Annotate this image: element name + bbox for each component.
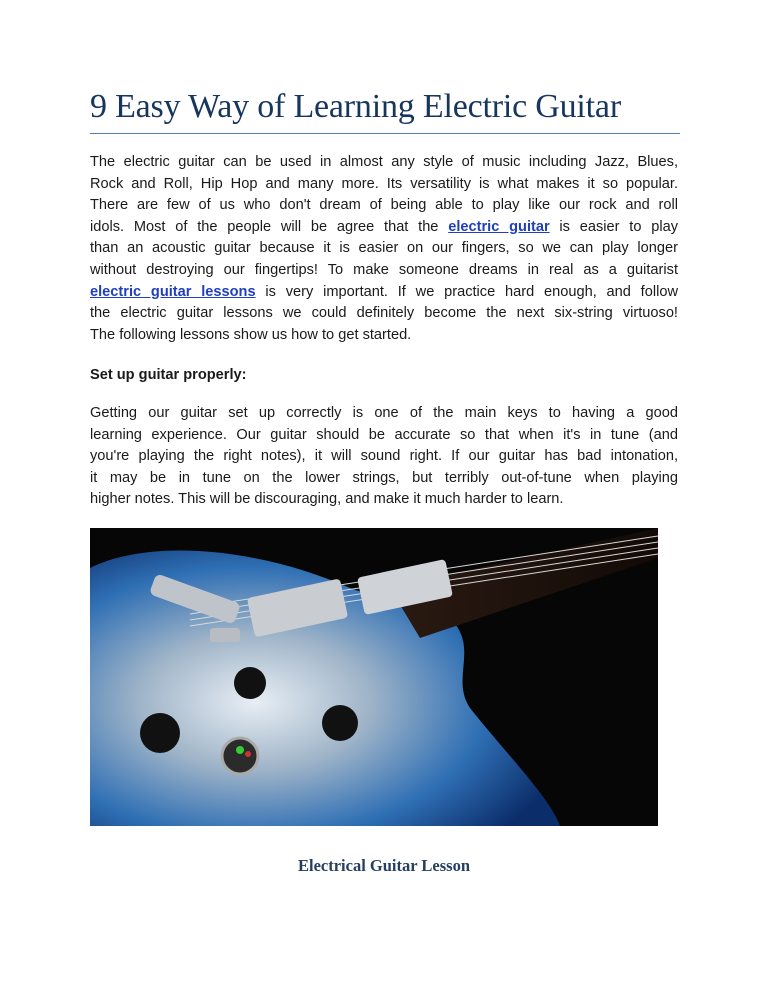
text-line: learning experience. Our guitar should be accurate so that when it's in tune (and [90, 426, 678, 443]
text-line: than an acoustic guitar because it is easier on our fingers, so we can play longer [90, 240, 678, 257]
page-title: 9 Easy Way of Learning Electric Guitar [90, 88, 621, 125]
guitar-image [90, 528, 658, 826]
text-line: without destroying our fingertips! To make someone dreams in real as a guitarist [90, 261, 678, 278]
title-rule [90, 133, 680, 134]
setup-paragraph [90, 403, 678, 511]
text-line: you're playing the right notes), it will sound right. If our guitar has bad intonation, [90, 448, 678, 465]
text-line: it may be in tune on the lower strings, but terribly out-of-tune when playing [90, 469, 678, 486]
text-line: Getting our guitar set up correctly is one of the main keys to having a good [90, 405, 678, 421]
text-line: higher notes. This will be discouraging, and make it much harder to learn. [90, 491, 564, 508]
text-segment: idols. Most of the people will be agree that the [90, 218, 449, 235]
text-line [90, 282, 678, 304]
text-line: The following lessons show us how to get started. [90, 326, 412, 343]
text-line: There are few of us who don't dream of being able to play like our rock and roll [90, 197, 678, 214]
text-line [90, 217, 678, 239]
intro-paragraph [90, 152, 678, 346]
image-caption: Electrical Guitar Lesson [297, 856, 470, 875]
text-segment: is very important. If we practice hard enough, and follow [255, 283, 678, 300]
electric-guitar-lessons-link[interactable]: electric guitar lessons [90, 283, 256, 300]
section-heading: Set up guitar properly: [90, 367, 247, 383]
text-line: The electric guitar can be used in almost any style of music including Jazz, Blues, [90, 154, 678, 170]
text-line: Rock and Roll, Hip Hop and many more. Its versatility is what makes it so popular. [90, 175, 678, 192]
text-segment: is easier to play [549, 218, 678, 235]
electric-guitar-link[interactable]: electric guitar [448, 218, 550, 235]
text-line: the electric guitar lessons we could definitely become the next six-string virtuoso! [90, 305, 678, 322]
